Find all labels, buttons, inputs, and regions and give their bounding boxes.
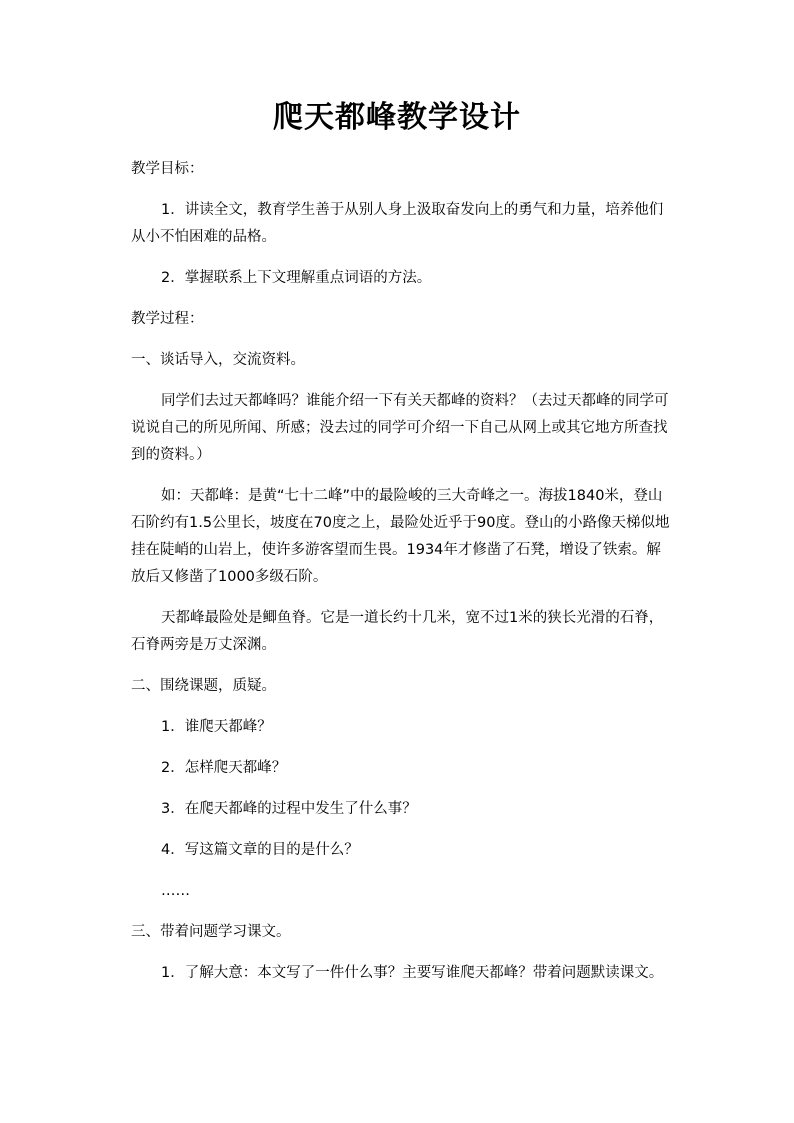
question-4: 4．写这篇文章的目的是什么？ (161, 842, 359, 858)
process-heading: 教学过程： (131, 311, 204, 327)
objectives-heading: 教学目标： (131, 161, 204, 177)
section-3-heading: 三、带着问题学习课文。 (131, 924, 291, 940)
ellipsis: …… (161, 883, 190, 899)
objective-1: 1．讲读全文，教育学生善于从别人身上汲取奋发向上的勇气和力量，培养他们从小不怕困难的品格。 (131, 202, 664, 245)
document-title: 爬天都峰教学设计 (273, 100, 521, 135)
question-3: 3．在爬天都峰的过程中发生了什么事？ (161, 801, 417, 817)
section-3-item-1: 1．了解大意：本文写了一件什么事？主要写谁爬天都峰？带着问题默读课文。 (161, 965, 664, 981)
section-2-heading: 二、围绕课题，质疑。 (131, 678, 276, 694)
section-1-paragraph-1: 同学们去过天都峰吗？谁能介绍一下有关天都峰的资料？（去过天都峰的同学可说说自己的所见所闻、所感；没去过的同学可介绍一下自己从网上或其它地方所查找到的资料。） (131, 393, 669, 463)
document-body (131, 156, 671, 1001)
section-1-paragraph-2: 如：天都峰：是黄“七十二峰”中的最险峻的三大奇峰之一。海拔1840米，登山石阶约有1.5公里长，坡度在70度之上，最险处近乎于90度。登山的小路像天梯似地挂在陡峭的山岩上，使许多游客望而生畏。1934年才修凿了石凳，增设了铁索。解放后又修凿了1000多级石阶。 (131, 488, 670, 585)
question-1: 1．谁爬天都峰？ (161, 719, 272, 735)
objective-2: 2．掌握联系上下文理解重点词语的方法。 (161, 270, 432, 286)
section-1-paragraph-3: 天都峰最险处是鲫鱼脊。它是一道长约十几米，宽不过1米的狭长光滑的石脊，石脊两旁是万丈深渊。 (131, 610, 664, 653)
question-2: 2．怎样爬天都峰？ (161, 760, 287, 776)
section-1-heading: 一、谈话导入，交流资料。 (131, 352, 305, 368)
